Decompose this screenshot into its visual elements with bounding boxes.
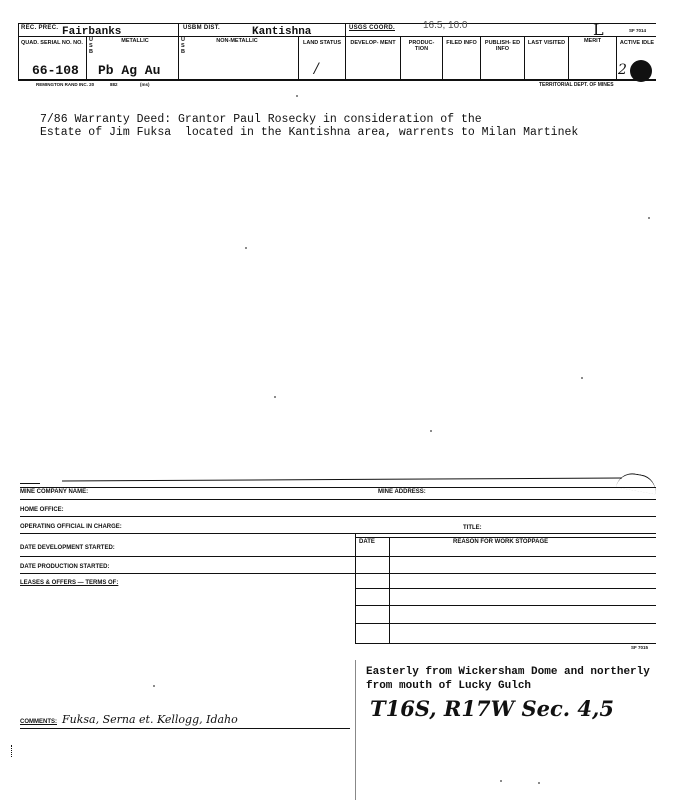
usgs-dist-value: Kantishna [252,26,312,38]
rec-prec-value: Fairbanks [62,26,122,38]
speck [581,377,583,379]
metallic-value: Pb Ag Au [98,63,161,78]
usgs-coord-label: USGS COORD. [349,25,395,31]
last-visited-header: LAST VISITED [527,40,566,46]
date-prod-started-label: DATE PRODUCTION STARTED: [20,564,110,570]
note-line-1: 7/86 Warranty Deed: Grantor Paul Rosecky in consideration of the [40,113,482,126]
footer-left: REMINGTON RAND INC. 20 [36,82,95,87]
location-line-2: from mouth of Lucky Gulch [366,680,532,692]
comments-value: Fuksa, Serna et. Kellogg, Idaho [62,713,238,726]
location-handwritten: T16S, R17W Sec. 4,5 [370,696,614,721]
nonmetallic-header: NON-METALLIC [216,38,258,44]
footer-code: 882 [110,82,118,87]
footer-paren: (ms) [140,82,150,87]
speck [245,247,247,249]
speck [648,217,650,219]
form-number-2: SF 7015 [631,645,649,650]
comments-label: COMMENTS: [20,719,57,725]
active-idle-value: 2 [618,62,627,78]
speck [296,95,298,97]
quad-serial-header: QUAD. SERIAL NO. NO. [21,40,83,46]
mine-address-label: MINE ADDRESS: [378,489,426,495]
reason-stoppage-header: REASON FOR WORK STOPPAGE [453,539,549,545]
date-column-header: DATE [359,539,375,545]
speck [153,685,155,687]
quad-serial-value: 66-108 [32,63,79,78]
leases-offers-label: LEASES & OFFERS — TERMS OF: [20,580,119,586]
active-idle-header: ACTIVE IDLE [619,40,655,46]
usgs-coord-value: 16.5, 10.0 [423,20,468,31]
speck [538,782,540,784]
operating-official-label: OPERATING OFFICIAL IN CHARGE: [20,524,122,530]
speck [274,396,276,398]
footer-right: TERRITORIAL DEPT. OF MINES [539,82,614,88]
metallic-prefix: U S B [89,37,93,55]
note-line-2: Estate of Jim Fuksa located in the Kantishna area, warrents to Milan Martinek [40,126,579,139]
home-office-label: HOME OFFICE: [20,507,64,513]
metallic-header: METALLIC [121,38,149,44]
production-header: PRODUC- TION [408,40,435,52]
speck [500,780,502,782]
form-number: SF 7014 [629,28,647,33]
development-header: DEVELOP- MENT [350,40,396,46]
published-info-header: PUBLISH- ED INFO [484,40,521,52]
date-dev-started-label: DATE DEVELOPMENT STARTED: [20,545,115,551]
location-line-1: Easterly from Wickersham Dome and northerly [366,666,650,678]
corner-mark: L [593,20,604,39]
land-status-header: LAND STATUS [303,40,341,46]
rec-prec-label: REC. PREC. [21,25,59,31]
usgs-dist-label: USBM DIST. [183,25,221,31]
mine-company-label: MINE COMPANY NAME: [20,489,89,495]
filed-info-header: FILED INFO [446,40,477,46]
nonmetallic-prefix: U S B [181,37,185,55]
speck [430,430,432,432]
title-label: TITLE: [463,525,482,531]
merit-header: MERIT [583,38,602,44]
filled-circle-mark [630,60,652,82]
curled-edge [616,471,658,495]
land-status-value: / [314,61,319,77]
